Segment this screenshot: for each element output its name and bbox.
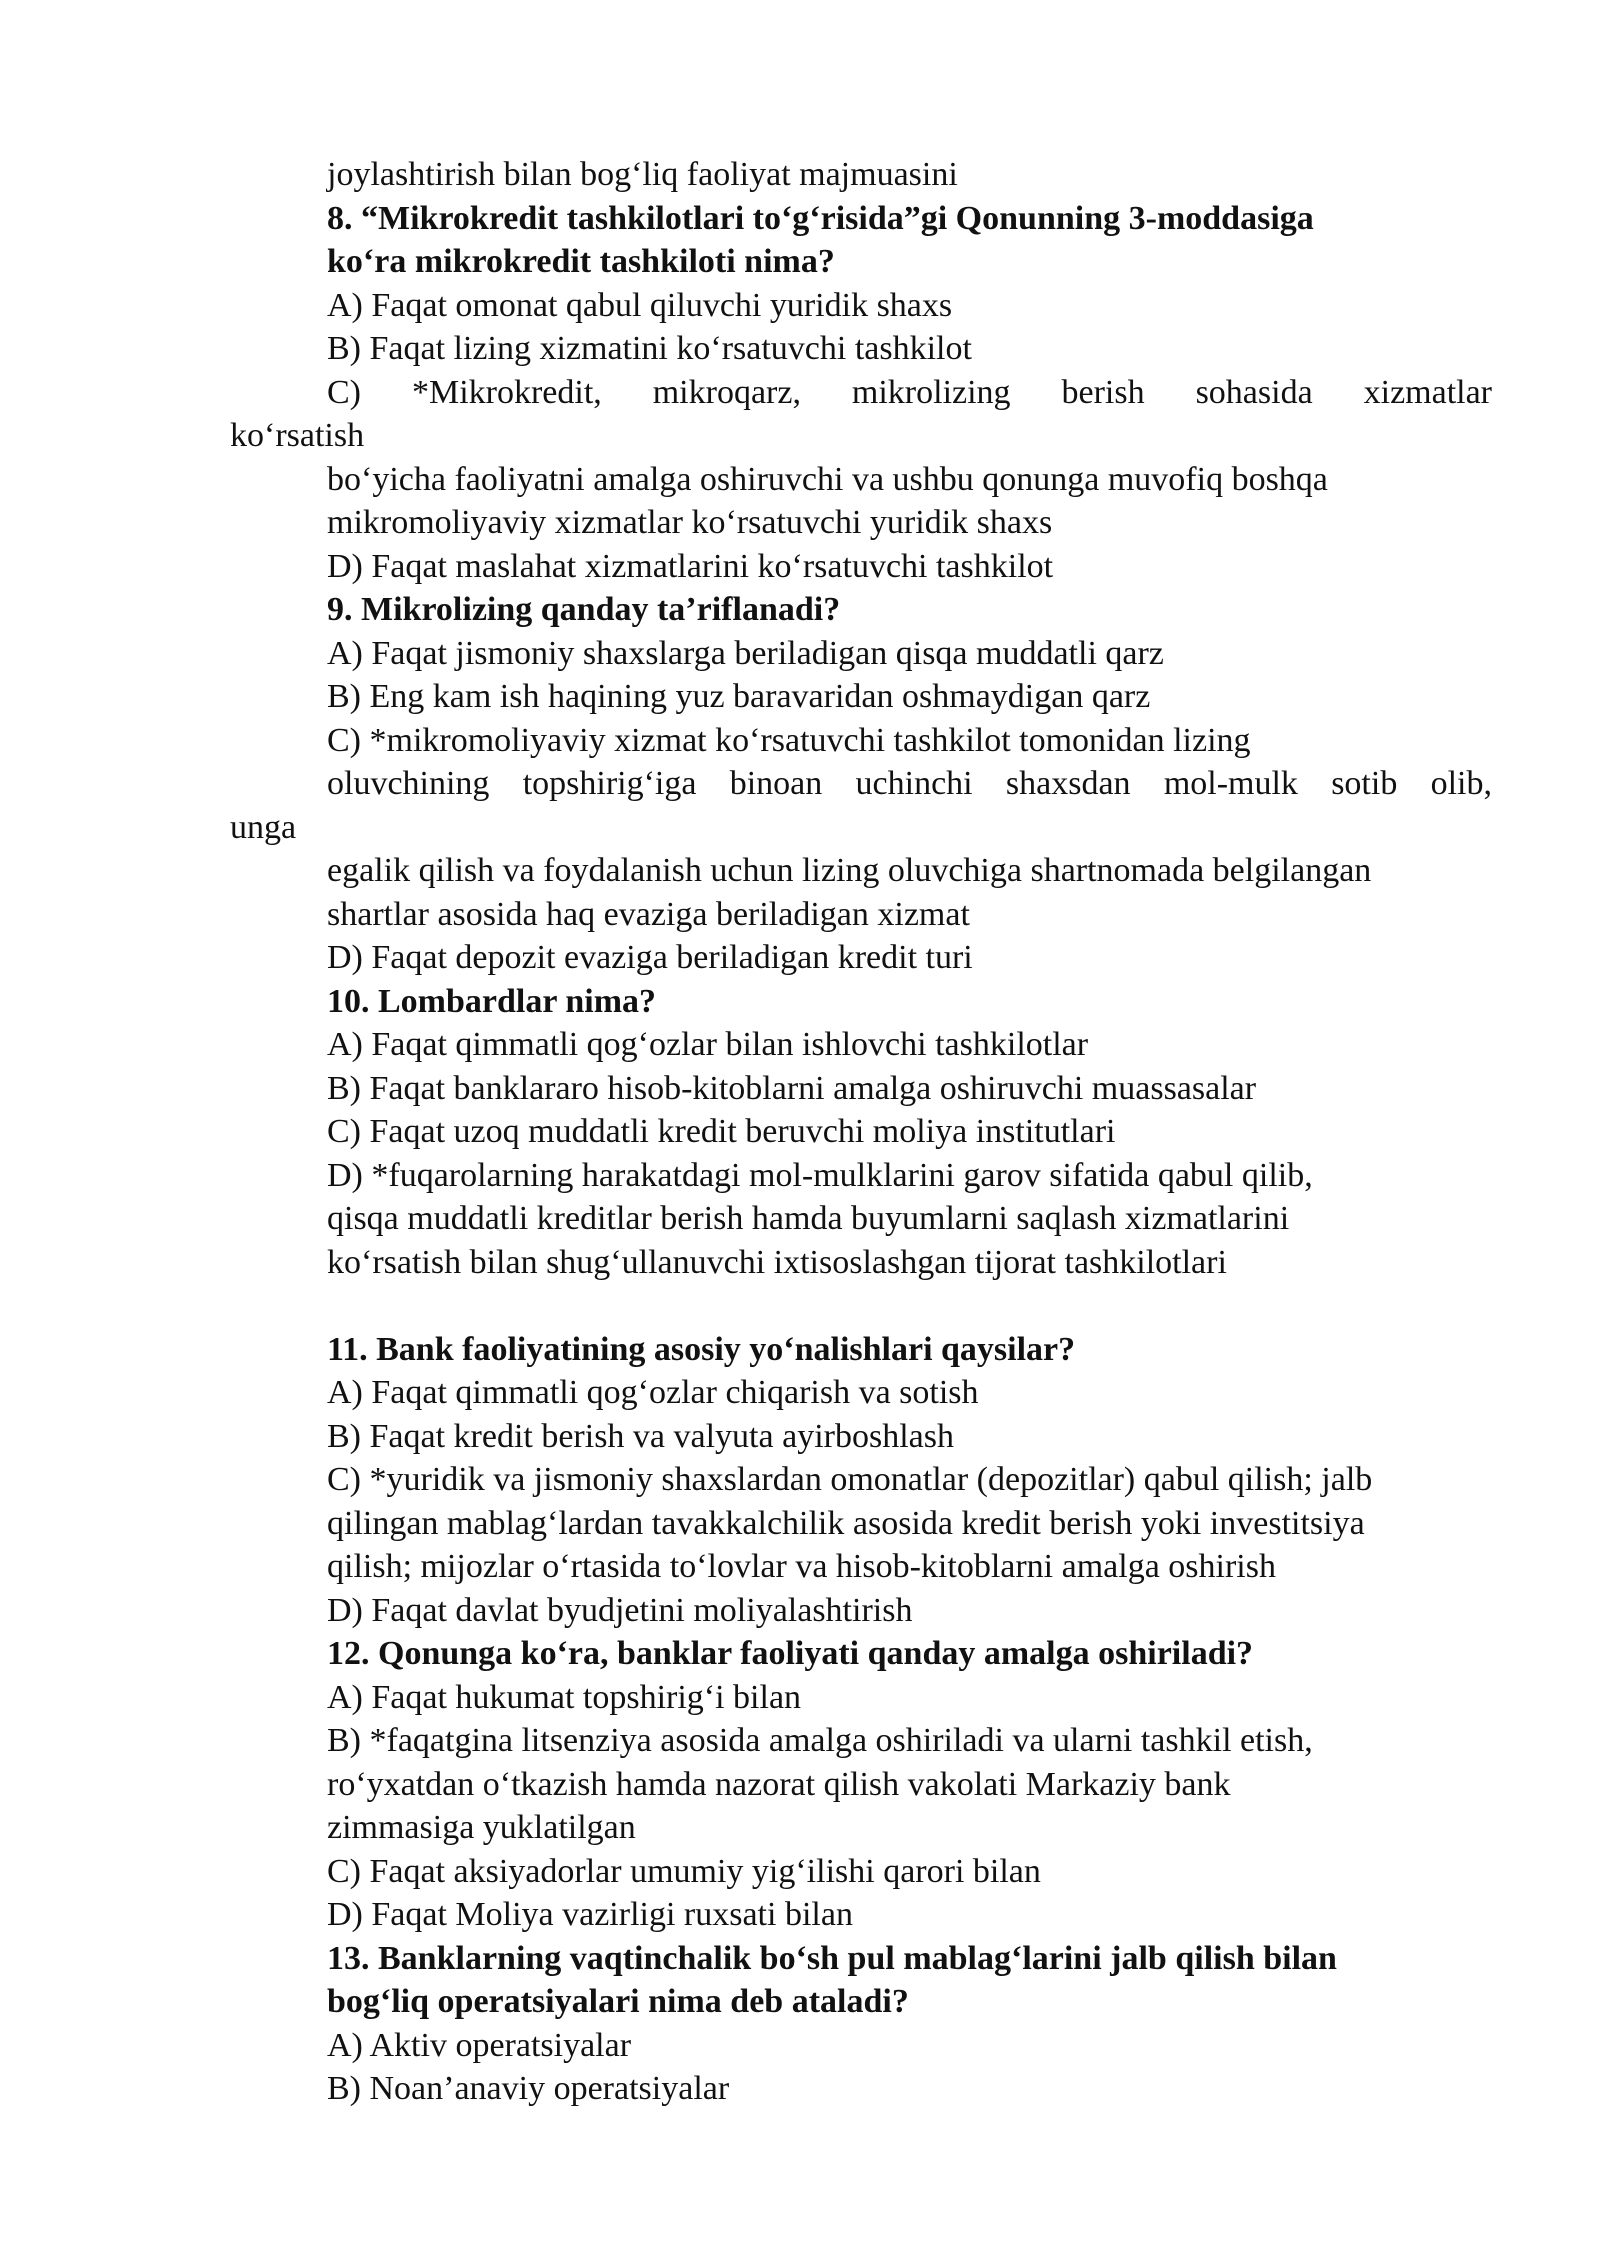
text-line: A) Faqat jismoniy shaxslarga beriladigan qisqa muddatli qarz — [327, 634, 1164, 672]
blank-line — [230, 1284, 1492, 1328]
text-line: C) Faqat aksiyadorlar umumiy yig‘ilishi qarori bilan — [327, 1852, 1041, 1890]
text-line: qilish; mijozlar o‘rtasida to‘lovlar va hisob-kitoblarni amalga oshirish — [327, 1548, 1276, 1585]
justified-line: C) *Mikrokredit, mikroqarz, mikrolizing berish sohasida xizmatlar — [327, 373, 1492, 411]
question-line: 8. “Mikrokredit tashkilotlari to‘g‘risida”gi Qonunning 3-moddasiga — [327, 199, 1314, 237]
text-line: qisqa muddatli kreditlar berish hamda buyumlarni saqlash xizmatlarini — [327, 1200, 1290, 1237]
question-line: bog‘liq operatsiyalari nima deb ataladi? — [327, 1983, 909, 2020]
text-line: A) Faqat hukumat topshirig‘i bilan — [327, 1678, 802, 1716]
text-line: B) Eng kam ish haqining yuz baravaridan oshmaydigan qarz — [327, 678, 1151, 715]
text-line: B) Faqat banklararo hisob-kitoblarni amalga oshiruvchi muassasalar — [327, 1069, 1257, 1107]
text-line: B) Faqat kredit berish va valyuta ayirboshlash — [327, 1417, 954, 1455]
text-line: A) Faqat qimmatli qog‘ozlar bilan ishlovchi tashkilotlar — [327, 1026, 1089, 1063]
document-body — [230, 153, 1492, 2111]
text-line: D) Faqat davlat byudjetini moliyalashtirish — [327, 1591, 913, 1629]
text-line: ro‘yxatdan o‘tkazish hamda nazorat qilish vakolati Markaziy bank — [327, 1765, 1231, 1803]
text-line: egalik qilish va foydalanish uchun lizing oluvchiga shartnomada belgilangan — [327, 852, 1372, 889]
text-line: D) Faqat Moliya vazirligi ruxsati bilan — [327, 1896, 853, 1933]
justified-line: oluvchining topshirig‘iga binoan uchinchi shaxsdan mol-mulk sotib olib, — [327, 765, 1492, 802]
wrapped-word-line: ko‘rsatish — [230, 417, 365, 454]
text-line: shartlar asosida haq evaziga beriladigan xizmat — [327, 895, 970, 933]
text-line: A) Aktiv operatsiyalar — [327, 2026, 632, 2064]
question-line: ko‘ra mikrokredit tashkiloti nima? — [327, 243, 835, 280]
text-line: A) Faqat qimmatli qog‘ozlar chiqarish va sotish — [327, 1374, 979, 1411]
text-line: zimmasiga yuklatilgan — [327, 1809, 636, 1846]
text-line: D) Faqat maslahat xizmatlarini ko‘rsatuvchi tashkilot — [327, 547, 1054, 585]
text-line: B) *faqatgina litsenziya asosida amalga oshiriladi va ularni tashkil etish, — [327, 1722, 1313, 1759]
question-line: 13. Banklarning vaqtinchalik bo‘sh pul mablag‘larini jalb qilish bilan — [327, 1939, 1337, 1977]
text-line: joylashtirish bilan bog‘liq faoliyat majmuasini — [327, 156, 958, 193]
question-line: 10. Lombardlar nima? — [327, 982, 657, 1020]
text-line: bo‘yicha faoliyatni amalga oshiruvchi va ushbu qonunga muvofiq boshqa — [327, 460, 1328, 498]
question-line: 9. Mikrolizing qanday ta’riflanadi? — [327, 591, 841, 628]
wrapped-word-line: unga — [230, 808, 297, 846]
text-line: C) *mikromoliyaviy xizmat ko‘rsatuvchi tashkilot tomonidan lizing — [327, 721, 1251, 759]
text-line: A) Faqat omonat qabul qiluvchi yuridik shaxs — [327, 286, 953, 324]
text-line: B) Faqat lizing xizmatini ko‘rsatuvchi tashkilot — [327, 330, 972, 367]
text-line: B) Noan’anaviy operatsiyalar — [327, 2070, 730, 2107]
text-line: C) Faqat uzoq muddatli kredit beruvchi moliya institutlari — [327, 1113, 1116, 1150]
text-line: D) *fuqarolarning harakatdagi mol-mulklarini garov sifatida qabul qilib, — [327, 1156, 1313, 1194]
text-line: mikromoliyaviy xizmatlar ko‘rsatuvchi yuridik shaxs — [327, 504, 1053, 541]
question-line: 11. Bank faoliyatining asosiy yo‘nalishlari qaysilar? — [327, 1330, 1076, 1368]
text-line: qilingan mablag‘lardan tavakkalchilik asosida kredit berish yoki investitsiya — [327, 1504, 1365, 1542]
question-line: 12. Qonunga ko‘ra, banklar faoliyati qanday amalga oshiriladi? — [327, 1635, 1254, 1672]
text-line: D) Faqat depozit evaziga beriladigan kredit turi — [327, 939, 973, 976]
text-line: ko‘rsatish bilan shug‘ullanuvchi ixtisoslashgan tijorat tashkilotlari — [327, 1243, 1227, 1281]
text-line: C) *yuridik va jismoniy shaxslardan omonatlar (depozitlar) qabul qilish; jalb — [327, 1461, 1373, 1498]
